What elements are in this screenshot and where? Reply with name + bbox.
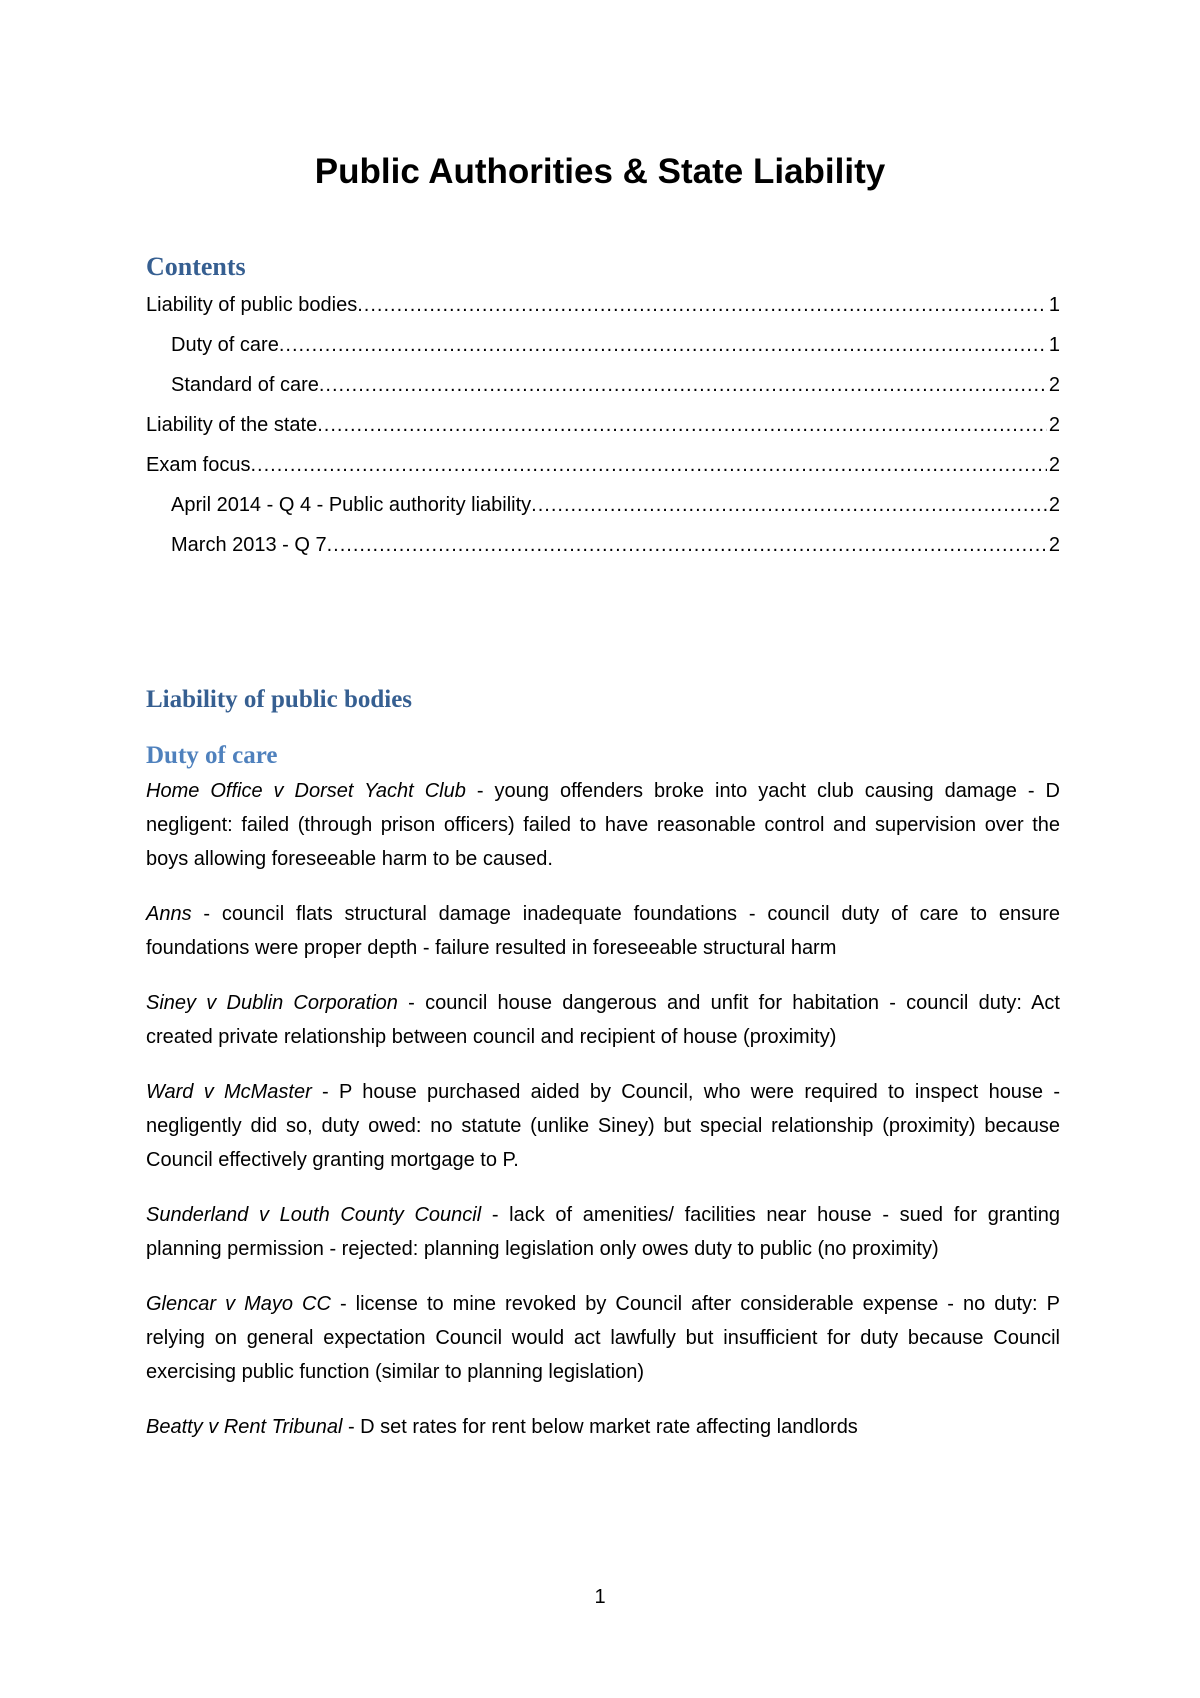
case-paragraph bbox=[146, 774, 1060, 876]
case-name: Sunderland v Louth County Council bbox=[146, 1204, 482, 1226]
section-heading: Liability of public bodies bbox=[146, 686, 413, 713]
case-name: Home Office v Dorset Yacht Club bbox=[146, 780, 466, 802]
case-name: Siney v Dublin Corporation bbox=[146, 992, 398, 1014]
toc-entry-label: Duty of care bbox=[171, 334, 279, 356]
toc-entry-page: 2 bbox=[1048, 534, 1060, 556]
toc-entry-label: March 2013 - Q 7 bbox=[171, 534, 327, 556]
toc-entry-duty-of-care[interactable] bbox=[146, 330, 1060, 360]
toc-entry-page: 2 bbox=[1048, 454, 1060, 476]
toc-entry-page: 2 bbox=[1048, 414, 1060, 436]
case-name: Ward v McMaster bbox=[146, 1081, 312, 1103]
toc-entry-label: Exam focus bbox=[146, 454, 251, 476]
toc-leader-dots bbox=[531, 490, 1047, 520]
toc-entry-label: Liability of the state bbox=[146, 414, 318, 436]
toc-entry-march-2013-q7[interactable] bbox=[146, 530, 1060, 560]
case-paragraph bbox=[146, 1198, 1060, 1266]
toc-entry-label: Liability of public bodies bbox=[146, 294, 358, 316]
case-paragraph bbox=[146, 1410, 1060, 1444]
case-paragraph bbox=[146, 986, 1060, 1054]
toc-entry-page: 1 bbox=[1048, 334, 1060, 356]
subsection-heading: Duty of care bbox=[146, 742, 278, 769]
toc-entry-label: Standard of care bbox=[171, 374, 319, 396]
toc-entry-page: 2 bbox=[1048, 374, 1060, 396]
case-summary: - young offenders broke into yacht club causing damage - D negligent: failed (through prison officers) failed to have reasonable control and supervision over the boys allowing foreseeable harm to be caused. bbox=[146, 780, 1060, 870]
toc-heading: Contents bbox=[146, 252, 246, 281]
case-name: Beatty v Rent Tribunal bbox=[146, 1416, 343, 1438]
case-name: Anns bbox=[146, 903, 192, 925]
toc-entry-liability-of-public-bodies[interactable] bbox=[146, 290, 1060, 320]
document-title: Public Authorities & State Liability bbox=[314, 152, 886, 191]
case-name: Glencar v Mayo CC bbox=[146, 1293, 331, 1315]
toc-leader-dots bbox=[279, 330, 1047, 360]
case-summary: - council house dangerous and unfit for habitation - council duty: Act created private relationship between council and recipient of house (proximity) bbox=[146, 992, 1060, 1048]
case-summary: - lack of amenities/ facilities near house - sued for granting planning permission - rejected: planning legislation only owes duty to public (no proximity) bbox=[146, 1204, 1061, 1260]
toc-entry-exam-focus[interactable] bbox=[146, 450, 1060, 480]
toc-entry-april-2014-q4[interactable] bbox=[146, 490, 1060, 520]
case-summary: - P house purchased aided by Council, who were required to inspect house - negligently did so, duty owed: no statute (unlike Siney) but special relationship (proximity) because Council effectively granting mortgage to P. bbox=[146, 1081, 1060, 1171]
toc-leader-dots bbox=[327, 530, 1047, 560]
toc-leader-dots bbox=[319, 370, 1047, 400]
case-paragraph bbox=[146, 1287, 1060, 1389]
toc-entry-standard-of-care[interactable] bbox=[146, 370, 1060, 400]
toc-leader-dots bbox=[357, 290, 1047, 320]
toc-leader-dots bbox=[317, 410, 1047, 440]
toc-entry-page: 1 bbox=[1048, 294, 1060, 316]
toc-entry-liability-of-the-state[interactable] bbox=[146, 410, 1060, 440]
document-body bbox=[146, 774, 1060, 1465]
toc-entry-page: 2 bbox=[1048, 494, 1060, 516]
case-summary: - council flats structural damage inadequate foundations - council duty of care to ensure foundations were proper depth - failure resulted in foreseeable structural harm bbox=[146, 903, 1060, 959]
case-summary: - D set rates for rent below market rate affecting landlords bbox=[342, 1416, 858, 1438]
case-paragraph bbox=[146, 897, 1060, 965]
toc-entry-label: April 2014 - Q 4 - Public authority liability bbox=[171, 494, 532, 516]
toc-leader-dots bbox=[250, 450, 1046, 480]
case-summary: - license to mine revoked by Council after considerable expense - no duty: P relying on general expectation Council would act lawfully but insufficient for duty because Council exercising public function (similar to planning legislation) bbox=[146, 1293, 1060, 1383]
case-paragraph bbox=[146, 1075, 1060, 1177]
page-number: 1 bbox=[594, 1586, 606, 1608]
